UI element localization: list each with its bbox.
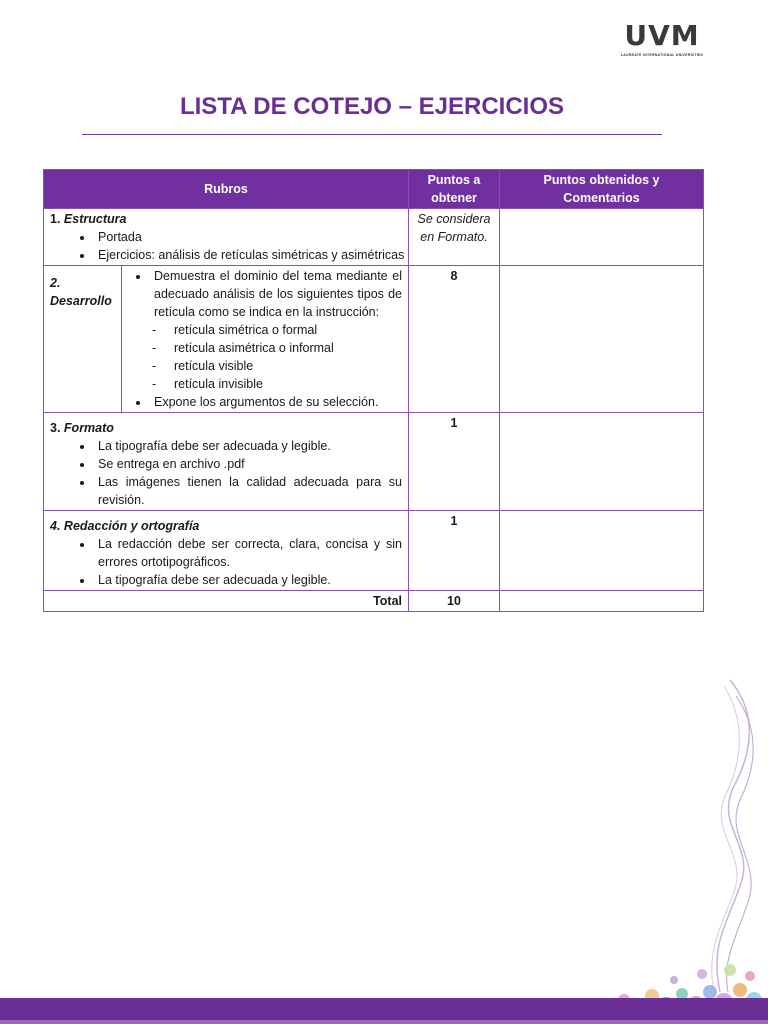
total-label: Total (44, 591, 409, 612)
bullet-list (50, 535, 402, 589)
section-number: 3. (50, 421, 61, 435)
table-header-row (44, 170, 704, 209)
rubric-table (43, 169, 704, 612)
comments-cell[interactable] (500, 511, 704, 591)
table-total-row (44, 591, 704, 612)
section-number: 4. (50, 519, 61, 533)
rubric-cell (44, 209, 409, 266)
title-divider (82, 134, 662, 135)
page-title: LISTA DE COTEJO – EJERCICIOS (179, 93, 565, 120)
section-number: 2. (50, 276, 61, 290)
points-cell: Se considera en Formato. (409, 209, 500, 266)
section-heading (50, 210, 402, 228)
bullet-list (128, 267, 402, 321)
table-row-formato (44, 413, 704, 511)
logo-text: UVM (624, 19, 700, 52)
list-item: • Expone los argumentos de su selección. (150, 393, 402, 411)
section-heading (50, 419, 402, 437)
list-item: • La tipografía debe ser adecuada y legible. (94, 571, 402, 589)
section-title: Desarrollo (50, 294, 112, 308)
logo-tagline: LAUREATE INTERNATIONAL UNIVERSITIES (620, 53, 704, 57)
dash-list (128, 321, 402, 393)
points-cell: 8 (409, 266, 500, 413)
list-item: • Portada (94, 228, 402, 246)
footer-band (0, 998, 768, 1024)
header-rubros: Rubros (44, 170, 409, 209)
rubric-cell (44, 413, 409, 511)
list-item: • Demuestra el dominio del tema mediante el adecuado análisis de los siguientes tipos de retícula como se indica en la instrucción: (150, 267, 402, 321)
comments-cell[interactable] (500, 266, 704, 413)
section-label-cell (44, 266, 122, 413)
table-row-estructura (44, 209, 704, 266)
bullet-list (128, 393, 402, 411)
section-title: Formato (63, 421, 114, 435)
bullet-list (50, 437, 402, 509)
comments-cell[interactable] (500, 209, 704, 266)
list-item: - retícula simétrica o formal (152, 321, 402, 339)
table-row-redaccion (44, 511, 704, 591)
uvm-logo (612, 20, 712, 62)
list-item: - retícula asimétrica o informal (152, 339, 402, 357)
header-puntos-obtenidos: Puntos obtenidos y Comentarios (500, 170, 704, 209)
header-puntos-obtener: Puntos a obtener (409, 170, 500, 209)
list-item: - retícula invisible (152, 375, 402, 393)
rubric-cell (44, 511, 409, 591)
section-title: Redacción y ortografía (63, 519, 200, 533)
bullet-list (50, 228, 405, 264)
decorative-swirl (690, 676, 768, 996)
list-item: • Se entrega en archivo .pdf (94, 455, 402, 473)
points-cell: 1 (409, 413, 500, 511)
list-item: • Ejercicios: análisis de retículas simétricas y asimétricas (94, 246, 402, 264)
points-cell: 1 (409, 511, 500, 591)
total-points: 10 (409, 591, 500, 612)
comments-cell[interactable] (500, 413, 704, 511)
section-heading (50, 517, 402, 535)
list-item: • La tipografía debe ser adecuada y legible. (94, 437, 402, 455)
list-item: • Las imágenes tienen la calidad adecuada para su revisión. (94, 473, 402, 509)
total-comments-cell[interactable] (500, 591, 704, 612)
rubric-cell (122, 266, 409, 413)
list-item: - retícula visible (152, 357, 402, 375)
section-title: Estructura (63, 212, 127, 226)
table-row-desarrollo (44, 266, 704, 413)
section-number: 1. (50, 212, 61, 226)
list-item: • La redacción debe ser correcta, clara, concisa y sin errores ortotipográficos. (94, 535, 402, 571)
